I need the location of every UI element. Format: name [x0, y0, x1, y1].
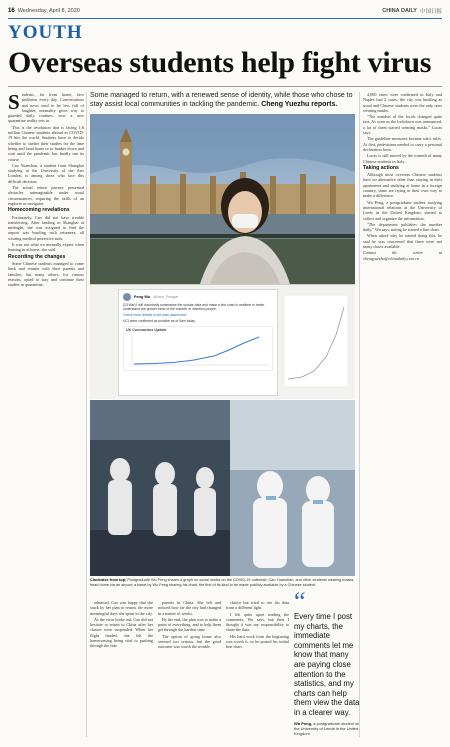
paper-name: CHINA DAILY	[382, 8, 417, 14]
paragraph: "The department publishes the number daily," Wu says, noting he started a line chart.	[363, 221, 442, 233]
paragraph: Some Chinese students managed to come back and reunite with their parents and families, but many others, for various reasons, opted to stay and continue their studies in quarantine.	[8, 260, 84, 288]
paragraph: This is the resolution that is facing 1.6 million Chinese students abroad as COVID-19 hits the world. Students have to decide whether to shelter their studies for the time being and head home or to hunker down and wait until the pandemic has finally run its course.	[8, 124, 84, 162]
paragraph: The actual return journey presented obstacles unimaginable under usual circumstances, requiring the skills of an explorer or navigator.	[8, 185, 84, 206]
top-rule	[8, 18, 442, 19]
paragraph: The option of going home also seemed too serious, but the good outcome was worth the trouble.	[158, 633, 221, 650]
column-divider	[86, 92, 87, 737]
headline-rule	[8, 86, 442, 87]
quote-mark-icon: “	[294, 587, 306, 616]
paragraph: Although most overseas Chinese students have no alternative other than staying in their apartments and studying at home in a foreign country, some are trying in their own way to make a difference.	[363, 172, 442, 199]
tweet-card	[118, 289, 278, 396]
paragraph: The guideline measures became strict rules. At first, pedestrians needed to carry a personal declaration form.	[363, 136, 442, 152]
article-column-3	[158, 600, 221, 737]
paper-name-cn: 中国日报	[419, 9, 442, 15]
tweet-text: [13 Mar] I will voluntarily summarise the update data and make a line chart in realtime to better understand the growth trend of the number of infection people.	[123, 303, 265, 312]
paragraph: As the virus broke out, Cao did not hesitate to return to China after her classes were suspended. When her flight landed, she felt the homecoming being vital to pushing through the fear.	[90, 616, 153, 649]
byline: Cheng Yuezhu reports.	[261, 100, 338, 108]
line-chart-icon	[124, 333, 274, 369]
tweet-handle: @Leon_Pengwu	[153, 294, 179, 299]
page-number: 16	[8, 8, 15, 14]
deck-text: Some managed to return, with a renewed sense of identity, while those who chose to stay assist local communities in tackling the pandemic.	[90, 92, 353, 108]
pull-quote	[294, 587, 360, 736]
paragraph: "The mindset of the locals changed quite fast. As soon as the lockdown was announced, a lot of them started wearing masks," Lucas says.	[363, 114, 442, 136]
paragraph: tudents, far from home, face problems every day. Conversations and news tend to be less full of laughter, normality gives way to guarded daily routines, now a new quarantine reality sets in.	[8, 92, 84, 124]
paragraph: Wu Peng, a postgraduate student studying international relations at the University of Leeds in the United Kingdom, started to collect and organize the information.	[363, 199, 442, 221]
main-photo	[90, 114, 355, 284]
headline: Overseas students help fight virus	[8, 46, 432, 79]
paragraph: His hard work from the beginning was worth it, so he posted his initial line chart.	[226, 633, 289, 650]
chart-side-panel	[282, 291, 350, 391]
tweet-footer: UCI were confirmed as positive as of 9am today.	[123, 319, 196, 324]
pull-quote-attribution	[294, 721, 360, 736]
paragraph: 4,000 cases were confirmed in Italy and Naples had 2 cases, the city was bustling as usual and Chinese students were the only ones wearing masks.	[363, 92, 442, 113]
tweet-author: Peng Wu	[134, 294, 151, 299]
avatar	[123, 293, 131, 301]
caption-text: Postgraduate Wu Peng shares a graph on social media on the COVID-19 outbreak; Cao Yuanshan, and other students wearing masks, head home via an airport; a tweet by Wu Peng sharing his chart, the first of its kind to be made publicly available by a Chinese student.	[90, 578, 355, 587]
attribution-name: Wu Peng,	[294, 720, 313, 726]
paragraph: Cao Yuanshan, a student from Shanghai studying at the University of the Arts London, is among those who face this difficult decision.	[8, 162, 84, 184]
chart-side-graphic	[282, 291, 350, 391]
london-photo-illustration	[90, 114, 355, 284]
contact-line: Contact the writer at chengyuezhu@chinadaily.com.cn	[363, 250, 442, 261]
paragraph: It was not what we normally expect when homing in at home, she said.	[8, 242, 84, 253]
caption-label: Clockwise from top:	[90, 578, 127, 582]
pull-quote-text: Every time I post my charts, the immediate comments let me know that many are paying close attention to the statistics, and my charts can help them view the data in a clearer way.	[294, 612, 360, 717]
airport-photo-illustration	[90, 400, 355, 576]
tweet-link: Check more details in the data dashboard:	[123, 313, 187, 318]
paragraph: Lucas is still moved by the warmth of many Chinese students in Italy.	[363, 153, 442, 164]
photo-collage	[90, 400, 355, 576]
section-label: YOUTH	[8, 22, 83, 43]
article-column-4	[226, 600, 289, 737]
tweet-panel	[90, 284, 355, 399]
paragraph: I felt quite upset reading the comments, Wu says, but then I thought it was my responsibility to share the data.	[226, 611, 289, 633]
paragraph: Fortunately, Cao did not have trouble transferring. After landing in Shanghai at midnight, she was assigned to find the airport was bustling with returnees, all wearing medical protective suits.	[8, 214, 84, 241]
paragraph: choice but tried to see his data from a different light.	[226, 600, 289, 611]
photo-caption	[90, 578, 355, 587]
article-column-5	[363, 92, 442, 737]
chart-title: UK Coronavirus Update	[126, 328, 167, 333]
paragraph: admitted, Cao was happy that she stuck by her plan to return, the more meaningful days she spent in the city.	[90, 600, 153, 616]
paragraph: parents in China. She left and noticed how far the city had changed in a matter of weeks.	[158, 600, 221, 616]
drop-cap: S	[8, 92, 20, 114]
paragraph: By the end, the plan was to make a point of everything, and to help them get through the hardest time.	[158, 616, 221, 633]
issue-date: Wednesday, April 8, 2020	[17, 8, 80, 14]
paragraph: When asked why he started doing this, he said he was concerned that there were not many charts available.	[363, 233, 442, 250]
subhead: Taking actions	[363, 164, 399, 171]
subhead: Homecoming revelations	[8, 207, 70, 214]
article-column-1	[8, 92, 84, 737]
article-column-2	[90, 600, 153, 737]
deck	[90, 92, 355, 109]
attribution-detail: a postgraduate student at the University of Leeds in the United Kingdom	[294, 720, 359, 736]
article-mid-columns	[90, 600, 289, 737]
subhead: Recording the changes	[8, 253, 66, 260]
tweet-chart	[123, 326, 273, 371]
